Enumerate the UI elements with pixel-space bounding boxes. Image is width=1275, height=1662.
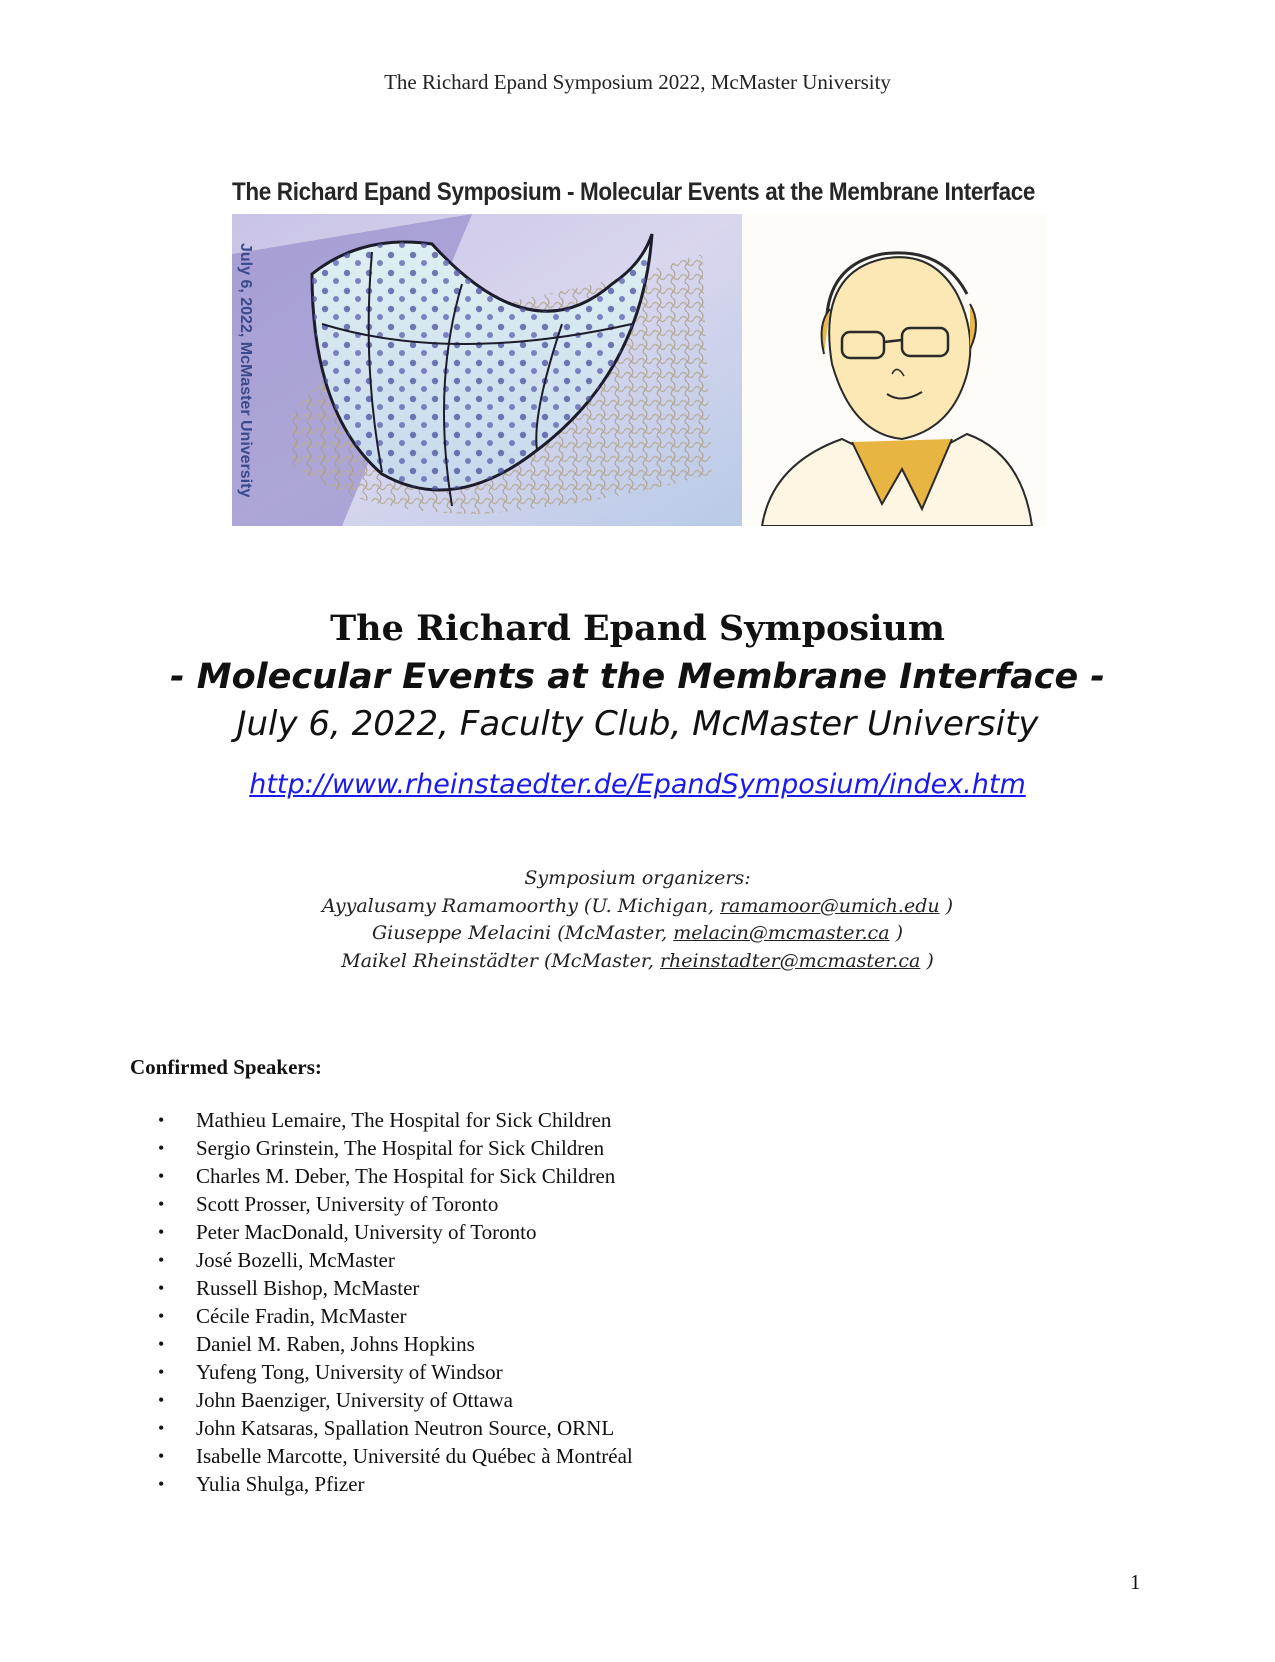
banner-title: The Richard Epand Symposium - Molecular Events at the Membrane Interface	[232, 178, 1036, 206]
organizer-line: Maikel Rheinstädter (McMaster, rheinstadter@mcmaster.ca )	[341, 949, 934, 972]
speaker-item: • Daniel M. Raben, Johns Hopkins	[158, 1332, 475, 1356]
bullet-icon: •	[158, 1166, 165, 1186]
organizer-email-link[interactable]: rheinstadter@mcmaster.ca	[659, 949, 921, 972]
organizer-email-link[interactable]: melacin@mcmaster.ca	[673, 922, 890, 944]
page-header: The Richard Epand Symposium 2022, McMaster University	[384, 70, 891, 94]
banner-illustration	[232, 214, 1047, 526]
bullet-icon: •	[158, 1362, 165, 1382]
speaker-item: • Mathieu Lemaire, The Hospital for Sick Children	[158, 1108, 612, 1132]
bullet-icon: •	[158, 1418, 165, 1438]
organizer-email-link[interactable]: ramamoor@umich.edu	[719, 894, 940, 917]
organizer-line: Ayyalusamy Ramamoorthy (U. Michigan, ramamoor@umich.edu )	[321, 894, 954, 917]
event-date-location: July 6, 2022, Faculty Club, McMaster University	[236, 704, 1039, 744]
speaker-item: • Charles M. Deber, The Hospital for Sick Children	[158, 1164, 616, 1188]
speaker-item: • Yufeng Tong, University of Windsor	[158, 1360, 503, 1384]
speaker-item: • John Baenziger, University of Ottawa	[158, 1388, 513, 1412]
speaker-item: • Sergio Grinstein, The Hospital for Sick Children	[158, 1136, 605, 1160]
speaker-item: • Yulia Shulga, Pfizer	[158, 1472, 365, 1496]
symposium-banner	[232, 178, 1047, 526]
banner-side-date: July 6, 2022, McMaster University	[237, 242, 254, 498]
speaker-item: • John Katsaras, Spallation Neutron Source, ORNL	[158, 1416, 615, 1440]
bullet-icon: •	[158, 1194, 165, 1214]
speaker-item: • Scott Prosser, University of Toronto	[158, 1192, 499, 1216]
bullet-icon: •	[158, 1390, 165, 1410]
bullet-icon: •	[158, 1334, 165, 1354]
bullet-icon: •	[158, 1222, 165, 1242]
bullet-icon: •	[158, 1250, 165, 1270]
organizer-line: Giuseppe Melacini (McMaster, melacin@mcmaster.ca )	[372, 922, 903, 944]
organizers-label: Symposium organizers:	[524, 867, 751, 889]
speaker-item: • Isabelle Marcotte, Université du Québec à Montréal	[158, 1444, 633, 1468]
title-block	[0, 605, 1275, 800]
organizers-block	[0, 865, 1275, 975]
speaker-item: • Cécile Fradin, McMaster	[158, 1304, 407, 1328]
speakers-list	[158, 1106, 633, 1498]
page-number: 1	[1130, 1570, 1141, 1594]
bullet-icon: •	[158, 1110, 165, 1130]
bullet-icon: •	[158, 1474, 165, 1494]
speaker-item: • Peter MacDonald, University of Toronto	[158, 1220, 537, 1244]
main-title: The Richard Epand Symposium	[330, 608, 945, 649]
speaker-item: • José Bozelli, McMaster	[158, 1248, 395, 1272]
speaker-item: • Russell Bishop, McMaster	[158, 1276, 420, 1300]
speakers-heading: Confirmed Speakers:	[130, 1055, 322, 1079]
bullet-icon: •	[158, 1446, 165, 1466]
subtitle: - Molecular Events at the Membrane Interface -	[170, 657, 1105, 697]
bullet-icon: •	[158, 1278, 165, 1298]
symposium-link[interactable]: http://www.rheinstaedter.de/EpandSymposium/index.htm	[249, 769, 1026, 800]
bullet-icon: •	[158, 1138, 165, 1158]
bullet-icon: •	[158, 1306, 165, 1326]
